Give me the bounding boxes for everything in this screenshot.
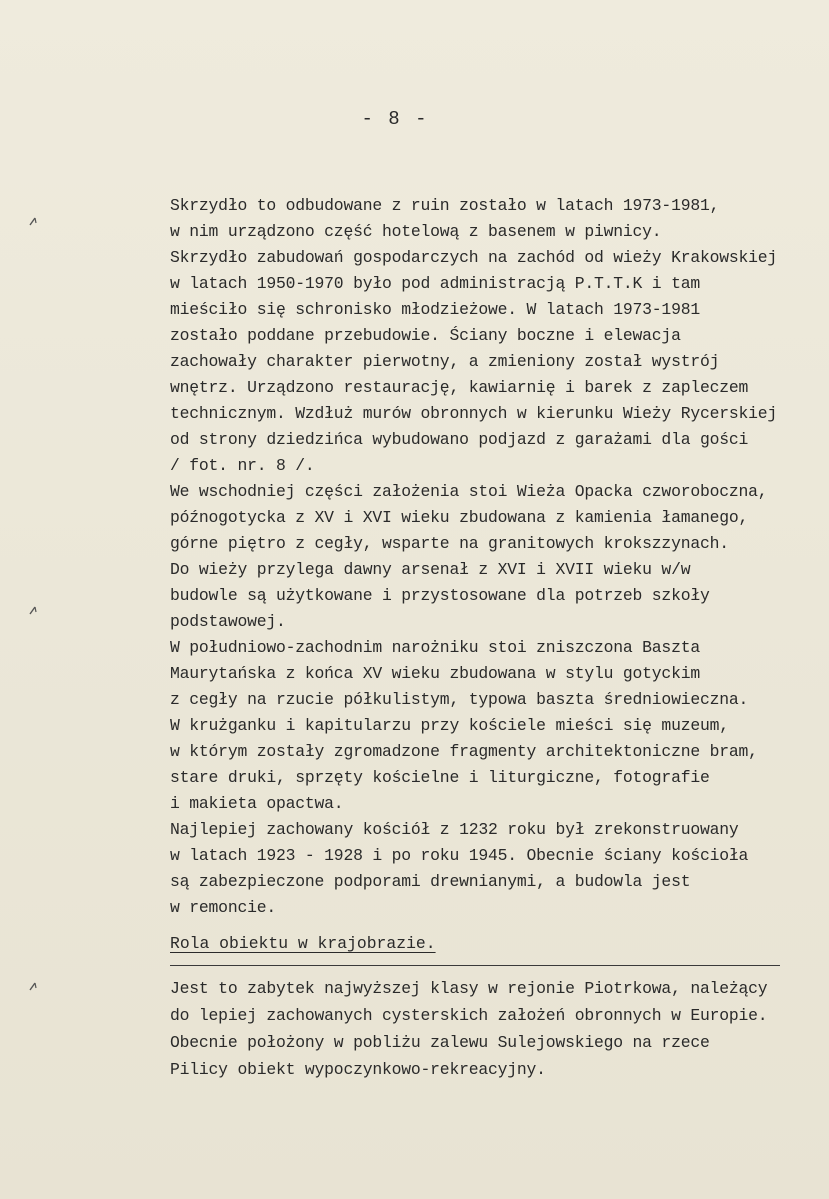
text-line: mieściło się schronisko młodzieżowe. W latach 1973-1981 (170, 300, 700, 319)
text-line: zachowały charakter pierwotny, a zmieniony został wystrój (170, 352, 720, 371)
text-line: Maurytańska z końca XV wieku zbudowana w stylu gotyckim (170, 664, 700, 683)
text-line: są zabezpieczone podporami drewnianymi, a budowla jest (170, 872, 691, 891)
text-line: w remoncie. (170, 898, 276, 917)
text-line: od strony dziedzińca wybudowano podjazd z garażami dla gości (170, 430, 749, 449)
text-line: We wschodniej części założenia stoi Wieża Opacka czworoboczna, (170, 482, 768, 501)
text-line: W południowo-zachodnim narożniku stoi zniszczona Baszta (170, 638, 700, 657)
text-line: / fot. nr. 8 /. (170, 456, 315, 475)
text-line: technicznym. Wzdłuż murów obronnych w kierunku Wieży Rycerskiej (170, 404, 778, 423)
text-line: i makieta opactwa. (170, 794, 344, 813)
text-line: górne piętro z cegły, wsparte na granitowych krokszzynach. (170, 534, 729, 553)
role-paragraph (170, 975, 820, 1083)
text-line: zostało poddane przebudowie. Ściany boczne i elewacja (170, 326, 681, 345)
text-line: Pilicy obiekt wypoczynkowo-rekreacyjny. (170, 1060, 546, 1079)
text-line: Jest to zabytek najwyższej klasy w rejonie Piotrkowa, należący (170, 979, 768, 998)
text-line: Najlepiej zachowany kościół z 1232 roku był zrekonstruowany (170, 820, 739, 839)
text-line: w nim urządzono część hotelową z basenem w piwnicy. (170, 222, 662, 241)
text-line: wnętrz. Urządzono restaurację, kawiarnię i barek z zapleczem (170, 378, 749, 397)
margin-tick-mark (28, 980, 38, 992)
page-number: - 8 - (361, 108, 429, 130)
text-line: Skrzydło zabudowań gospodarczych na zachód od wieży Krakowskiej (170, 248, 778, 267)
text-line: W krużganku i kapitularzu przy kościele mieści się muzeum, (170, 716, 729, 735)
text-line: w którym zostały zgromadzone fragmenty architektoniczne bram, (170, 742, 758, 761)
text-line: z cegły na rzucie półkulistym, typowa baszta średniowieczna. (170, 690, 749, 709)
margin-tick-mark (28, 604, 38, 616)
section-heading: Rola obiektu w krajobrazie. (170, 934, 436, 953)
text-line: w latach 1950-1970 było pod administracją P.T.T.K i tam (170, 274, 700, 293)
horizontal-rule (170, 965, 780, 966)
text-line: stare druki, sprzęty kościelne i liturgiczne, fotografie (170, 768, 710, 787)
text-line: Do wieży przylega dawny arsenał z XVI i XVII wieku w/w (170, 560, 691, 579)
text-line: do lepiej zachowanych cysterskich założeń obronnych w Europie. (170, 1006, 768, 1025)
text-line: w latach 1923 - 1928 i po roku 1945. Obecnie ściany kościoła (170, 846, 749, 865)
text-line: podstawowej. (170, 612, 286, 631)
margin-tick-mark (28, 215, 38, 227)
text-line: późnogotycka z XV i XVI wieku zbudowana z kamienia łamanego, (170, 508, 749, 527)
text-line: budowle są użytkowane i przystosowane dla potrzeb szkoły (170, 586, 710, 605)
text-line: Skrzydło to odbudowane z ruin zostało w latach 1973-1981, (170, 196, 720, 215)
main-paragraph (170, 193, 820, 921)
text-line: Obecnie położony w pobliżu zalewu Sulejowskiego na rzece (170, 1033, 710, 1052)
